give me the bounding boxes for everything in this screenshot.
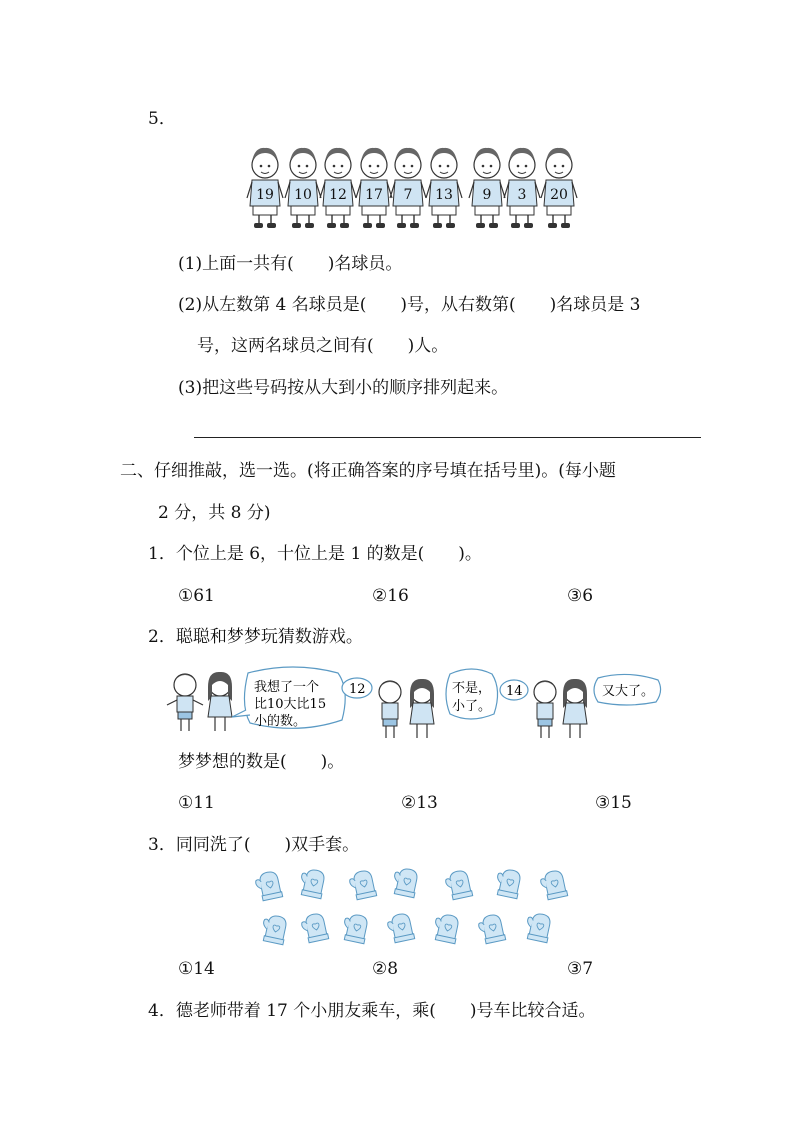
bubble1-line2: 比10大比15 <box>254 697 327 712</box>
mitten-icon <box>539 869 568 900</box>
jersey-number: 10 <box>294 187 312 203</box>
q3-option-3[interactable]: ③7 <box>567 959 594 979</box>
q3-stem: 3．同同洗了( )双手套。 <box>148 835 360 855</box>
q5-number: 5． <box>148 109 176 129</box>
q5-sub2b: 号，这两名球员之间有( )人。 <box>197 336 449 356</box>
q2-stem: 2．聪聪和梦梦玩猜数游戏。 <box>148 627 363 647</box>
q2-option-1[interactable]: ①11 <box>178 793 215 813</box>
guess2-text: 14 <box>506 684 523 699</box>
q2-prompt: 梦梦想的数是( )。 <box>178 752 345 772</box>
mitten-icon <box>477 913 506 944</box>
section2-title: 二、仔细推敲，选一选。(将正确答案的序号填在括号里)。(每小题 <box>120 461 616 481</box>
mitten-icon <box>524 911 553 942</box>
jersey-number: 7 <box>403 187 413 203</box>
q2-option-2[interactable]: ②13 <box>401 793 438 813</box>
jersey-number: 12 <box>329 187 347 203</box>
mitten-icon <box>260 913 289 944</box>
q5-sub2a: (2)从左数第 4 名球员是( )号，从右数第( )名球员是 3 <box>178 295 641 315</box>
q1-option-2[interactable]: ②16 <box>372 586 409 606</box>
mitten-icon <box>341 912 370 943</box>
q4-stem: 4．德老师带着 17 个小朋友乘车，乘( )号车比较合适。 <box>148 1001 596 1021</box>
jersey-number: 19 <box>256 187 274 203</box>
bubble1-line3: 小的数。 <box>254 714 307 729</box>
q3-option-2[interactable]: ②8 <box>372 959 399 979</box>
jersey-number: 17 <box>365 187 383 203</box>
guess1-text: 12 <box>349 682 366 697</box>
q1-option-3[interactable]: ③6 <box>567 586 594 606</box>
mitten-icon <box>300 912 329 943</box>
q2-option-3[interactable]: ③15 <box>595 793 632 813</box>
mitten-icon <box>391 866 420 897</box>
q5-sub1: (1)上面一共有( )名球员。 <box>178 254 403 274</box>
bubble2-line1: 不是， <box>452 681 492 696</box>
bubble3-text: 又大了。 <box>602 684 655 699</box>
mitten-icon <box>444 869 473 900</box>
q1-stem: 1．个位上是 6，十位上是 1 的数是( )。 <box>148 544 482 564</box>
q1-option-1[interactable]: ①61 <box>178 586 215 606</box>
q5-sub3: (3)把这些号码按从大到小的顺序排列起来。 <box>178 378 509 398</box>
mitten-icon <box>348 869 377 900</box>
q3-option-1[interactable]: ①14 <box>178 959 215 979</box>
bubble1-line1: 我想了一个 <box>254 680 320 695</box>
mitten-icon <box>432 912 461 943</box>
mitten-icon <box>494 867 523 898</box>
jersey-number: 13 <box>435 187 453 203</box>
mitten-icon <box>254 870 283 901</box>
jersey-number: 3 <box>517 187 527 203</box>
jersey-number: 20 <box>550 187 568 203</box>
bubble2-line2: 小了。 <box>452 699 492 714</box>
jersey-number: 9 <box>482 187 492 203</box>
mitten-icon <box>386 912 415 943</box>
mitten-icon <box>298 867 327 898</box>
section2-title-cont: 2 分，共 8 分) <box>158 503 271 523</box>
